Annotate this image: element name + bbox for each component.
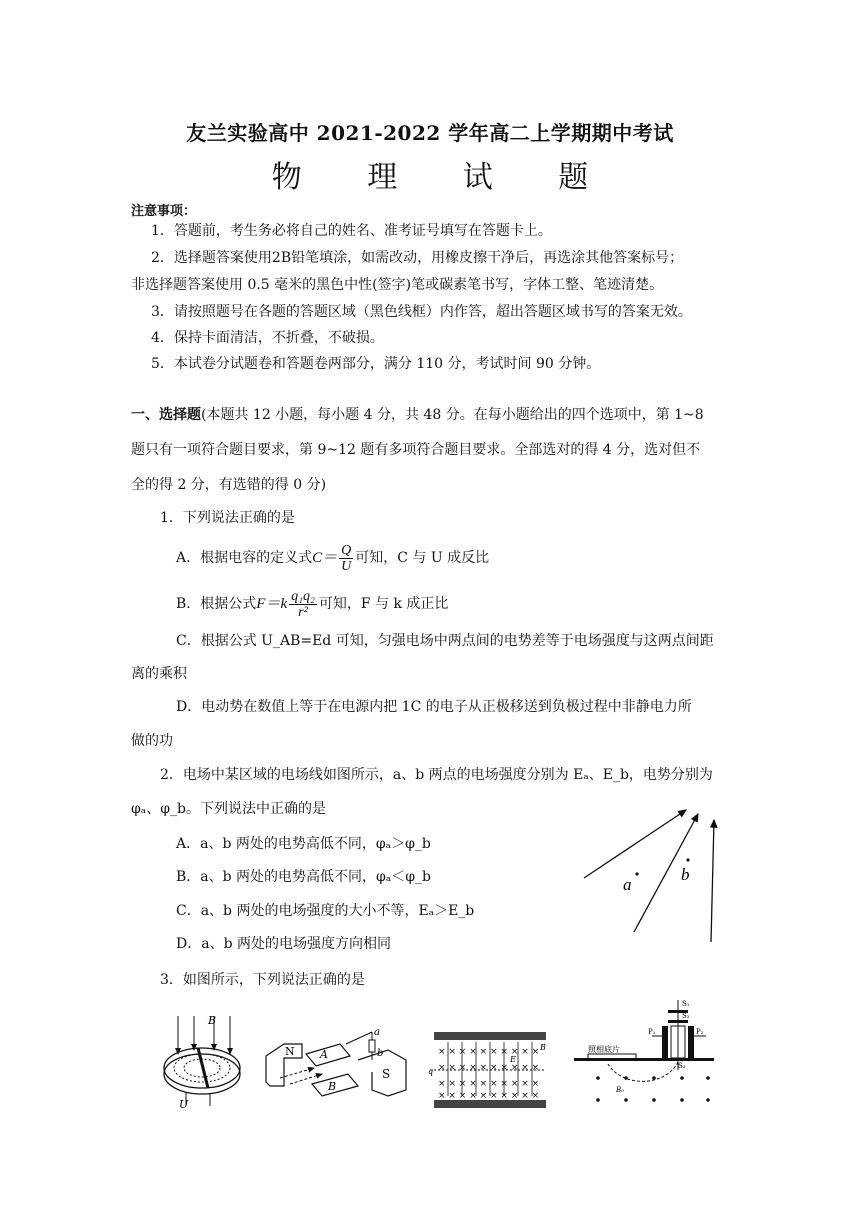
svg-text:× × × × × × × × × ×: × × × × × × × × × × bbox=[438, 1063, 540, 1073]
denominator: U bbox=[341, 558, 352, 574]
section-intro-line bbox=[131, 406, 704, 424]
option-text: B．根据公式 bbox=[176, 596, 257, 612]
point-a-label: a bbox=[623, 875, 632, 894]
option-text: 可知，C 与 U 成反比 bbox=[355, 550, 490, 566]
label-S2: S₂ bbox=[682, 1012, 690, 1020]
notice-item: 5．本试卷分试题卷和答题卷两部分，满分 110 分，考试时间 90 分钟。 bbox=[151, 356, 601, 372]
field-lines-figure bbox=[578, 800, 728, 946]
field-line bbox=[711, 820, 714, 942]
option-c: C．a、b 两处的电场强度的大小不等，Eₐ＞E_b bbox=[176, 903, 475, 919]
photo-plate-label: 照相底片 bbox=[588, 1045, 620, 1054]
question-stem-cont: φₐ、φ_b。下列说法中正确的是 bbox=[131, 801, 326, 817]
notice-item: 3．请按照题号在各题的答题区域（黑色线框）内作答，超出答题区域书写的答案无效。 bbox=[151, 304, 692, 320]
label-B0: B₀ bbox=[616, 1086, 624, 1094]
notice-item: 2．选择题答案使用2B铅笔填涂，如需改动，用橡皮擦干净后，再选涂其他答案标号； bbox=[151, 250, 684, 266]
label-S3: S₃ bbox=[678, 1062, 686, 1070]
field-line bbox=[584, 810, 686, 878]
option-text: A．根据电容的定义式 bbox=[176, 550, 313, 566]
svg-text:× × × × × × × × × ×: × × × × × × × × × × bbox=[438, 1091, 540, 1101]
section-intro: 全的得 2 分，有选错的得 0 分) bbox=[131, 477, 327, 493]
notice-item: 4．保持卡面清洁，不折叠，不破损。 bbox=[151, 330, 384, 346]
label-a: a bbox=[374, 1027, 380, 1038]
section-intro: 题只有一项符合题目要求，第 9~12 题有多项符合题目要求。全部选对的得 4 分，选对但不 bbox=[131, 442, 701, 458]
subject-title: 物 理 试 题 bbox=[271, 160, 617, 195]
label-P1: P₁ bbox=[648, 1028, 656, 1036]
point-a bbox=[635, 872, 638, 875]
option-text: 可知，F 与 k 成正比 bbox=[318, 596, 449, 612]
section-intro: (本题共 12 小题，每小题 4 分，共 48 分。在每小题给出的四个选项中，第 1~8 bbox=[201, 407, 704, 423]
label-S1: S₁ bbox=[682, 1000, 690, 1008]
option-b bbox=[176, 586, 448, 622]
question-stem: 1．下列说法正确的是 bbox=[160, 510, 295, 526]
option-d: D．a、b 两处的电场强度方向相同 bbox=[176, 936, 391, 952]
velocity-selector-figure bbox=[428, 1030, 552, 1110]
exam-title: 友兰实验高中 2021-2022 学年高二上学期期中考试 bbox=[186, 121, 674, 145]
option-d-cont: 做的功 bbox=[131, 733, 173, 749]
mass-spectrometer-figure bbox=[574, 996, 724, 1112]
denominator: r² bbox=[298, 604, 308, 620]
label-P2: P₂ bbox=[696, 1028, 704, 1036]
numerator: Q bbox=[341, 542, 352, 558]
label-U: U bbox=[179, 1098, 189, 1110]
label-B: B bbox=[540, 1043, 546, 1052]
label-B: B bbox=[328, 1080, 337, 1093]
mhd-generator-figure bbox=[262, 1026, 412, 1106]
svg-text:× × × × × × × × × ×: × × × × × × × × × × bbox=[438, 1079, 540, 1089]
question-stem: 2．电场中某区域的电场线如图所示，a、b 两点的电场强度分别为 Eₐ、E_b，电势分别为 bbox=[160, 767, 713, 783]
label-N: N bbox=[285, 1045, 295, 1058]
section-heading: 一、选择题 bbox=[131, 407, 201, 423]
label-S: S bbox=[382, 1067, 391, 1081]
option-b: B．a、b 两处的电势高低不同，φₐ＜φ_b bbox=[176, 869, 432, 885]
cyclotron-figure bbox=[158, 1010, 248, 1110]
label-q: q bbox=[428, 1067, 434, 1076]
option-a: A．a、b 两处的电势高低不同，φₐ＞φ_b bbox=[176, 836, 431, 852]
formula-lhs: C＝ bbox=[312, 550, 338, 566]
fraction bbox=[289, 589, 317, 620]
label-b: b bbox=[377, 1048, 384, 1059]
fraction bbox=[339, 543, 353, 574]
option-d: D．电动势在数值上等于在电源内把 1C 的电子从正极移送到负极过程中非静电力所 bbox=[176, 699, 692, 715]
label-E: E bbox=[510, 1055, 516, 1064]
option-c-cont: 离的乘积 bbox=[131, 666, 187, 682]
label-B: B bbox=[208, 1014, 217, 1027]
point-b bbox=[686, 858, 689, 861]
notice-item: 1．答题前，考生务必将自己的姓名、准考证号填写在答题卡上。 bbox=[151, 223, 552, 239]
option-a bbox=[176, 540, 489, 576]
point-b-label: b bbox=[681, 865, 690, 884]
label-A: A bbox=[320, 1048, 328, 1061]
numerator: q₁q₂ bbox=[291, 588, 315, 604]
formula-lhs: F＝k bbox=[256, 596, 288, 612]
option-c: C．根据公式 U_AB=Ed 可知，匀强电场中两点间的电势差等于电场强度与这两点间距 bbox=[176, 633, 714, 649]
notice-heading: 注意事项： bbox=[131, 204, 197, 219]
svg-text:× × × × × × × × × ×: × × × × × × × × × × bbox=[438, 1047, 540, 1057]
question-stem: 3．如图所示，下列说法正确的是 bbox=[160, 972, 365, 988]
notice-item: 非选择题答案使用 0.5 毫米的黑色中性(签字)笔或碳素笔书写，字体工整、笔迹清楚。 bbox=[131, 277, 664, 293]
